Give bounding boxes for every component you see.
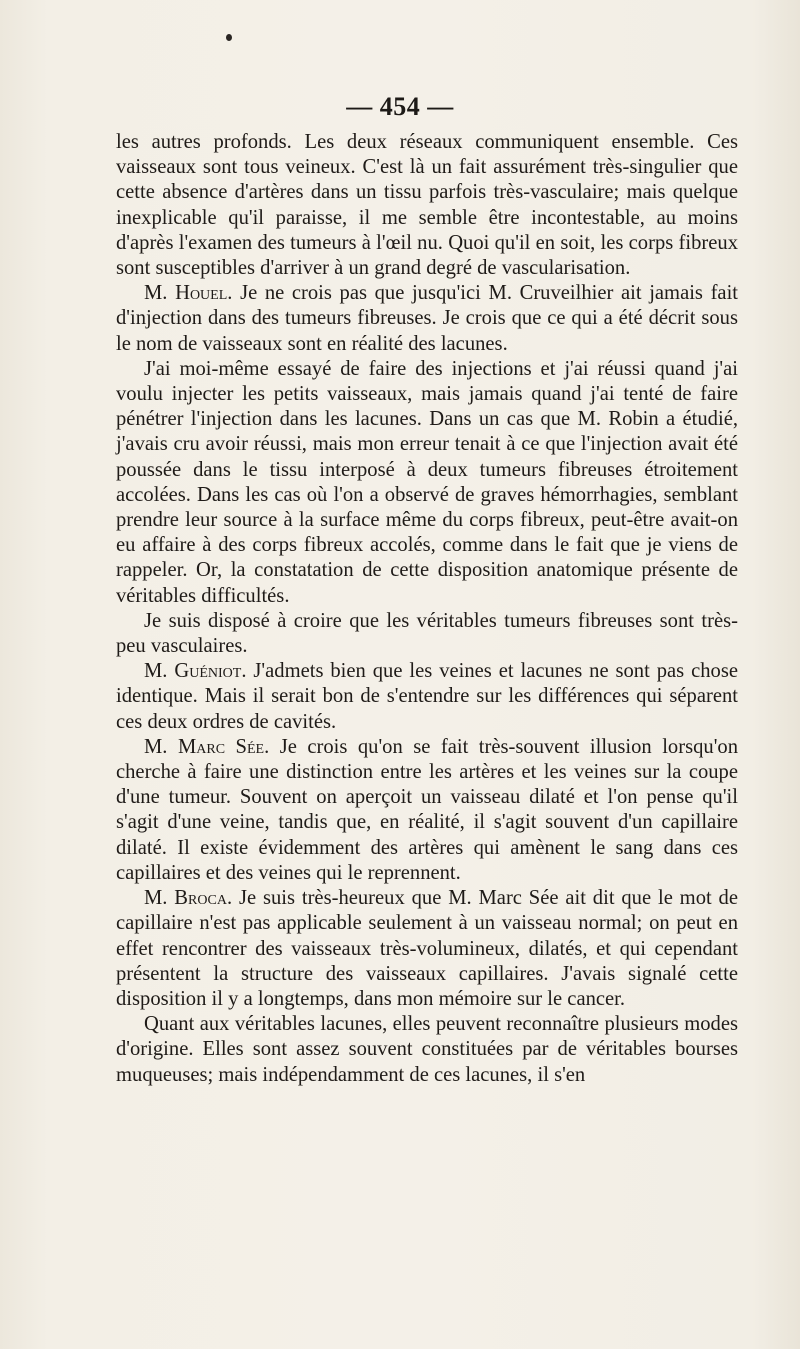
- paragraph-text: Je suis disposé à croire que les véritables tumeurs fibreuses sont très-peu vasculaires.: [116, 609, 738, 658]
- paragraph-houel-conclusion: [116, 609, 738, 659]
- body-text: [116, 130, 738, 1088]
- paragraph-broca-continued: [116, 1012, 738, 1088]
- paragraph-houel-continued: [116, 357, 738, 609]
- speaker-name: M. Guéniot.: [144, 660, 247, 683]
- paragraph-text: Je suis très-heureux que M. Marc Sée ait dit que le mot de capillaire n'est pas applicable seulement à un vaisseau normal; on peut en effet rencontrer des vaisseaux très-volumineux, dilatés, et qui cependant présentent la structure des vaisseaux capillaires. J'avais signalé cette disposition il y a longtemps, dans mon mémoire sur le cancer.: [116, 887, 738, 1010]
- speaker-name: M. Broca.: [144, 887, 233, 910]
- speaker-name: M. Marc Sée.: [144, 735, 270, 758]
- paragraph-text: J'admets bien que les veines et lacunes ne sont pas chose identique. Mais il serait bon de s'entendre sur les différences qui séparent ces deux ordres de cavités.: [116, 660, 738, 733]
- paragraph-houel: [116, 281, 738, 357]
- paragraph-text: J'ai moi-même essayé de faire des injections et j'ai réussi quand j'ai voulu injecter les petits vaisseaux, mais jamais quand j'ai tenté de faire pénétrer l'injection dans les lacunes. Dans un cas que M. Robin a étudié, j'avais cru avoir réussi, mais mon erreur tenait à ce que l'injection avait été poussée dans le tissu interposé à deux tumeurs fibreuses étroitement accolées. Dans les cas où l'on a observé de graves hémorrhagies, semblant prendre leur source à la surface même du corps fibreux, peut-être avait-on eu affaire à des corps fibreux accolés, comme dans le fait que je viens de rappeler. Or, la constatation de cette disposition anatomique présente de véritables difficultés.: [116, 357, 738, 607]
- speaker-name: M. Houel.: [144, 282, 233, 305]
- paragraph-text: Quant aux véritables lacunes, elles peuvent reconnaître plusieurs modes d'origine. Elles sont assez souvent constituées par de véritables bourses muqueuses; mais indépendamment de ces lacunes, il s'en: [116, 1013, 738, 1086]
- paragraph-broca: [116, 886, 738, 1012]
- paragraph-gueniot: [116, 659, 738, 735]
- paragraph-marc-see: [116, 735, 738, 886]
- ink-speck: [226, 34, 232, 41]
- paragraph-continuation: [116, 130, 738, 281]
- paragraph-text: les autres profonds. Les deux réseaux communiquent ensemble. Ces vaisseaux sont tous veineux. C'est là un fait assurément très-singulier que cette absence d'artères dans un tissu parfois très-vasculaire; mais quelque inexplicable qu'il paraisse, il me semble être incontestable, au moins d'après l'examen des tumeurs à l'œil nu. Quoi qu'il en soit, les corps fibreux sont susceptibles d'arriver à un grand degré de vascularisation.: [116, 131, 738, 280]
- page-number: — 454 —: [346, 92, 454, 121]
- paragraph-text: Je ne crois pas que jusqu'ici M. Cruveilhier ait jamais fait d'injection dans des tumeurs fibreuses. Je crois que ce qui a été décrit sous le nom de vaisseaux sont en réalité des lacunes.: [116, 282, 739, 355]
- paragraph-text: Je crois qu'on se fait très-souvent illusion lorsqu'on cherche à faire une distinction entre les artères et les veines sur la coupe d'une tumeur. Souvent on aperçoit un vaisseau dilaté et l'on pense qu'il s'agit d'une veine, tandis que, en réalité, il s'agit souvent d'un capillaire dilaté. Il existe évidemment des artères qui amènent le sang dans ces capillaires et des veines qui le reprennent.: [116, 735, 738, 884]
